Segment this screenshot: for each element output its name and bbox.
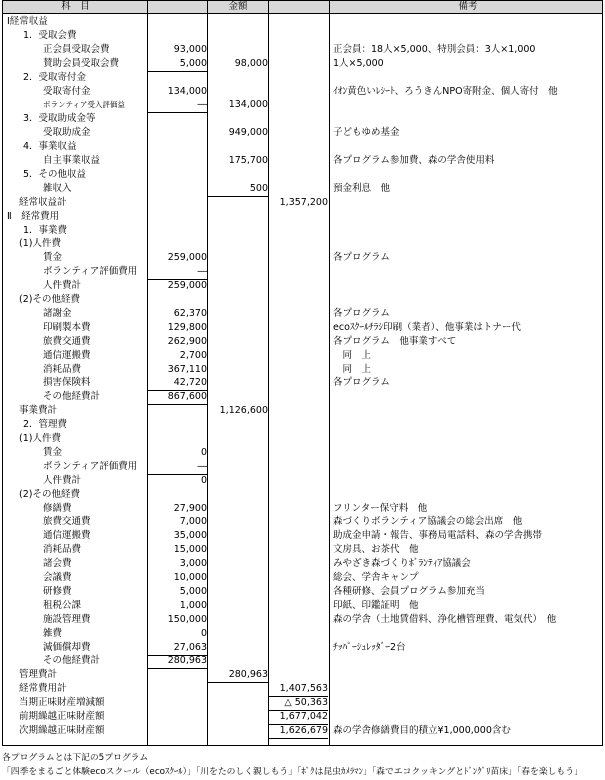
row-label: 租税公課 (43, 599, 82, 611)
row-label: 通信運搬費 (43, 349, 91, 361)
row-label: ボランティア評価費用 (43, 460, 138, 472)
detail-amount: 93,000 (173, 43, 207, 55)
subtotal-amount: 98,000 (234, 57, 268, 69)
row-label: 消耗品費 (43, 544, 82, 556)
table-row (3, 682, 602, 696)
row-label: 諸会費 (43, 558, 72, 570)
row-note: 文房具、お茶代 他 (333, 544, 419, 556)
row-label: (1)人件費 (19, 238, 61, 250)
row-label: 経常収益計 (19, 196, 67, 208)
row-label: 研修費 (43, 585, 72, 597)
row-label: 損害保険料 (43, 377, 91, 389)
row-label: 当期正味財産増減額 (19, 697, 105, 709)
row-label: 消耗品費 (43, 363, 82, 375)
row-note: 各プログラム (333, 307, 390, 319)
detail-amount: 27,900 (173, 502, 207, 514)
table-row (3, 363, 602, 377)
table-row (3, 251, 602, 265)
row-note: 預金利息 他 (333, 182, 391, 194)
row-label: 賛助会員受取会費 (43, 57, 120, 69)
detail-amount: 27,063 (148, 641, 207, 656)
row-note: 助成金申請・報告、事務局電話料、森の学舎携帯 (333, 530, 543, 542)
table-row (3, 140, 602, 154)
row-label: 2．受取寄付金 (23, 71, 87, 83)
table-row (3, 15, 602, 29)
row-label: (2)その他経費 (19, 488, 80, 500)
row-note: 各プログラム 他事業すべて (333, 335, 457, 347)
table-row (3, 446, 602, 460)
row-label: 賃金 (43, 252, 63, 264)
table-row (3, 571, 602, 585)
row-note: 各プログラム (333, 377, 390, 389)
table-row (3, 390, 602, 404)
detail-amount: 62,370 (173, 307, 207, 319)
detail-amount: 7,000 (179, 516, 207, 528)
detail-amount: 262,900 (167, 335, 207, 347)
table-row (3, 126, 602, 140)
row-label: 人件費計 (43, 280, 82, 292)
table-row (3, 585, 602, 599)
detail-amount: 15,000 (173, 544, 207, 556)
detail-amount: 367,110 (167, 363, 207, 375)
row-note: ecoｽｸｰﾙﾁﾗｼ印刷（業者）、他事業はトナー代 (333, 321, 521, 333)
table-row (3, 112, 602, 126)
detail-amount: 150,000 (167, 613, 207, 625)
total-amount: 1,407,563 (269, 682, 328, 697)
row-label: 減価償却費 (43, 641, 91, 653)
detail-amount: 280,963 (148, 654, 207, 669)
table-row (3, 224, 602, 238)
detail-amount: 1,000 (179, 599, 207, 611)
table-row (3, 321, 602, 335)
row-label: 雑費 (43, 627, 63, 639)
table-row (3, 349, 602, 363)
table-row (3, 404, 602, 418)
row-label: Ⅰ経常収益 (7, 16, 48, 27)
subtotal-amount: 500 (208, 182, 268, 197)
row-note: 各プログラム (333, 252, 390, 264)
row-note: 森の学舎修繕費目的積立¥1,000,000含む (333, 724, 511, 736)
row-label: 1．受取会費 (23, 29, 77, 41)
detail-amount: 134,000 (167, 85, 207, 97)
subtotal-amount: 134,000 (228, 99, 268, 111)
subtotal-amount: 1,126,600 (219, 405, 268, 417)
row-label: 印刷製本費 (43, 321, 91, 333)
table-row (3, 210, 602, 224)
row-label: ボランティア受入評価益 (43, 100, 125, 110)
row-note: みやざき森づくりﾎﾞﾗﾝﾃｨｱ協議会 (333, 558, 471, 570)
row-label: その他経費計 (43, 391, 101, 403)
row-label: (2)その他経費 (19, 294, 80, 305)
detail-amount: 259,000 (167, 252, 207, 264)
subtotal-amount: 175,700 (228, 155, 268, 166)
detail-amount: ― (148, 98, 207, 113)
row-label: 修繕費 (43, 502, 72, 514)
table-row (3, 627, 602, 641)
header-note: 備考 (458, 1, 478, 12)
table-row (3, 502, 602, 516)
row-label: 受取寄付金 (43, 85, 91, 97)
table-row (3, 488, 602, 502)
row-note: フリンター保守料 他 (333, 502, 428, 514)
row-label: その他経費計 (43, 655, 101, 667)
row-label: 人件費計 (43, 474, 82, 486)
table-row (3, 154, 602, 168)
row-label: ボランティア評価費用 (43, 266, 138, 278)
table-row (3, 543, 602, 557)
row-note: 森の学舎（土地賃借料、浄化槽管理費、電気代） 他 (333, 613, 557, 625)
detail-amount: 5,000 (148, 57, 207, 72)
row-note: 子どもゆめ基金 (333, 127, 400, 139)
row-label: 3．受取助成金等 (23, 113, 96, 125)
detail-amount: 259,000 (167, 280, 207, 292)
detail-amount: 129,800 (167, 321, 207, 333)
row-note: 森づくりボランティア協議会の総会出席 他 (333, 516, 523, 528)
table-row (3, 654, 602, 668)
table-row (3, 599, 602, 613)
total-amount: 1,626,679 (269, 724, 328, 739)
row-label: (1)人件費 (19, 433, 61, 444)
row-label: 旅費交通費 (43, 516, 91, 528)
row-note: 各種研修、会員プログラム参加充当 (333, 585, 485, 597)
header-amount: 金額 (228, 1, 248, 12)
table-row (3, 196, 602, 210)
table-row (3, 307, 602, 321)
table-row (3, 474, 602, 488)
row-note: 同 上 (333, 349, 372, 361)
total-amount: 1,677,042 (269, 710, 328, 725)
table-row (3, 724, 602, 738)
table-row (3, 43, 602, 57)
header-item: 科 目 (61, 1, 90, 12)
table-row (3, 57, 602, 71)
row-label: 旅費交通費 (43, 335, 91, 347)
total-amount: △ 50,363 (269, 696, 328, 711)
row-label: 施設管理費 (43, 613, 91, 625)
detail-amount: 10,000 (173, 572, 207, 583)
row-label: 自主事業収益 (43, 155, 101, 166)
table-row (3, 29, 602, 43)
detail-amount: 0 (200, 446, 207, 458)
table-row (3, 293, 602, 307)
row-label: 通信運搬費 (43, 530, 91, 542)
detail-amount: ― (148, 265, 207, 280)
detail-amount: 5,000 (179, 585, 207, 597)
table-row (3, 515, 602, 529)
row-label: 次期繰越正味財産額 (19, 724, 105, 736)
footnote-line-2: 「四季をまるごと体験ecoスクール（ecoｽｸｰﾙ）」「川をたのしく親しもう」「ﾎﾞｸは昆虫ｶﾒﾗﾏﾝ」「森でエコクッキングとﾄﾞﾝｸﾞﾘ苗床」「春を楽しもう」 (2, 767, 583, 777)
table-row (3, 265, 602, 279)
table-row (3, 335, 602, 349)
table-row (3, 98, 602, 112)
subtotal-amount: 949,000 (228, 127, 268, 139)
table-row (3, 696, 602, 710)
footnote-line-1: 各プログラムとは下記の5プログラム (2, 753, 149, 763)
row-note: ｲｵﾝ黄色いﾚｼｰﾄ、ろうきんNPO寄附金、個人寄付 他 (333, 85, 558, 97)
table-row (3, 557, 602, 571)
table-row (3, 376, 602, 390)
row-label: 2．管理費 (23, 419, 68, 431)
row-note: 各プログラム参加費、森の学舎使用料 (333, 155, 495, 166)
row-label: 1．事業費 (23, 224, 68, 236)
table-row (3, 460, 602, 474)
table-row (3, 710, 602, 724)
row-note: ﾁｯﾊﾟｰｼｭﾚｯﾀﾞｰ2台 (333, 641, 406, 653)
table-row (3, 613, 602, 627)
table-row (3, 279, 602, 293)
row-label: 前期繰越正味財産額 (19, 711, 105, 722)
row-label: 正会員受取会費 (43, 43, 110, 55)
row-label: Ⅱ 経常費用 (7, 210, 60, 222)
detail-amount: 0 (200, 474, 207, 486)
subtotal-amount: 280,963 (208, 668, 268, 683)
row-label: 管理費計 (19, 669, 58, 681)
detail-amount: 867,600 (148, 390, 207, 405)
table-header (3, 1, 602, 14)
table-row (3, 85, 602, 99)
row-label: 会議費 (43, 572, 72, 583)
table-row (3, 432, 602, 446)
row-note: 1人×5,000 (333, 57, 384, 69)
row-label: 受取助成金 (43, 127, 91, 139)
row-note: 総会、学舎キャンプ (333, 572, 419, 583)
detail-amount: ― (148, 460, 207, 475)
table-row (3, 668, 602, 682)
row-label: 4．事業収益 (23, 141, 77, 153)
row-label: 5．その他収益 (23, 168, 87, 180)
table-row (3, 168, 602, 182)
detail-amount: 0 (200, 627, 207, 639)
detail-amount: 2,700 (179, 349, 207, 361)
row-label: 賃金 (43, 446, 63, 458)
row-label: 諸謝金 (43, 307, 72, 319)
table-row (3, 182, 602, 196)
row-note: 印紙、印鑑証明 他 (333, 599, 419, 611)
table-row (3, 418, 602, 432)
detail-amount: 3,000 (179, 558, 207, 570)
table-row (3, 237, 602, 251)
detail-amount: 42,720 (148, 376, 207, 391)
total-amount: 1,357,200 (279, 196, 328, 208)
financial-statement-table (2, 0, 603, 746)
table-row (3, 529, 602, 543)
row-label: 経常費用計 (19, 683, 67, 695)
detail-amount: 35,000 (173, 530, 207, 542)
row-label: 事業費計 (19, 405, 58, 417)
row-note: 正会員：18人×5,000、特別会員：3人×1,000 (333, 43, 536, 55)
row-label: 雑収入 (43, 182, 72, 194)
table-row (3, 641, 602, 655)
table-row (3, 71, 602, 85)
row-note: 同 上 (333, 363, 372, 375)
